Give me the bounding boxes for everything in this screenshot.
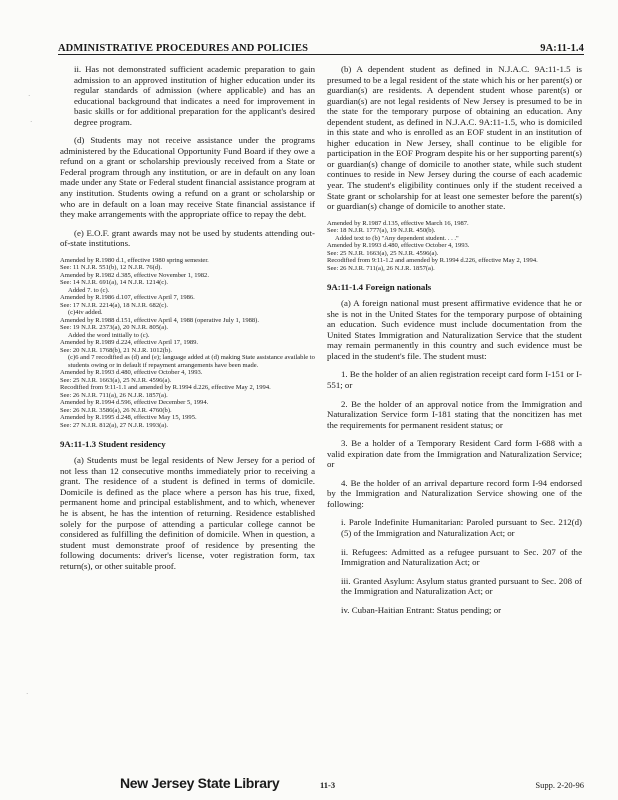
history-line: Amended by R.1987 d.135, effective March 16, 1987. (327, 219, 469, 227)
page-footer (60, 775, 584, 791)
scan-mark: · (28, 92, 31, 100)
history-line: See: 26 N.J.R. 3586(a), 26 N.J.R. 4760(b). (60, 406, 172, 414)
history-line: See: 17 N.J.R. 2214(a), 18 N.J.R. 682(c). (60, 301, 169, 309)
scan-mark: · (30, 118, 33, 126)
history-line: Amended by R.1980 d.1, effective 1980 spring semester. (60, 256, 209, 264)
history-line: Added text to (b) "Any dependent student. . . ." (335, 234, 459, 242)
page-number: 11-3 (320, 780, 336, 790)
history-line: See: 18 N.J.R. 1777(a), 19 N.J.R. 450(b). (327, 227, 436, 235)
left-column (60, 64, 315, 579)
history-line: Amended by R.1993 d.480, effective October 4, 1993. (60, 369, 203, 377)
list-item: 1. Be the holder of an alien registration receipt card form I-151 or I-551; or (327, 369, 582, 390)
history-line: (c)4iv added. (68, 309, 103, 317)
history-line: Amended by R.1982 d.385, effective November 1, 1982. (60, 271, 209, 279)
history-line: Amended by R.1994 d.596, effective December 5, 1994. (60, 399, 209, 407)
section-heading-foreign-nationals: 9A:11-1.4 Foreign nationals (327, 282, 432, 293)
history-notes-1-2 (60, 257, 315, 430)
scan-mark: · (26, 690, 29, 698)
list-item: 3. Be a holder of a Temporary Resident Card form I-688 with a valid expiration date from the Immigration and Naturalization Service; or (327, 438, 582, 470)
header-title: ADMINISTRATIVE PROCEDURES AND POLICIES (58, 43, 309, 54)
history-line: Added the word initially to (c). (68, 331, 150, 339)
paragraph-d: (d) Students may not receive assistance under the programs administered by the Educational Opportunity Fund Board if they owe a refund on a grant or scholarship previously received from a State or Federal program through any institution, or are in default on any loan made under any State or Federal student financial assistance program at any institution. Students owing a refund on a grant or scholarship or who are in default on a loan may receive State financial assistance if they make arrangements with the appropriate office to repay the debt. (60, 135, 315, 220)
history-line: Recodified from 9:11-1.1 and amended by R.1994 d.226, effective May 2, 1994. (60, 384, 271, 392)
sub-list-item: i. Parole Indefinite Humanitarian: Paroled pursuant to Sec. 212(d)(5) of the Immigration and Naturalization Act; or (341, 517, 582, 538)
sub-list-item: ii. Refugees: Admitted as a refugee pursuant to Sec. 207 of the Immigration and Naturalization Act; or (341, 546, 582, 568)
list-item: 2. Be the holder of an approval notice from the Immigration and Naturalization Service form I-181 stating that the noncitizen has met the requirements for permanent resident status; or (327, 398, 582, 430)
history-line: Amended by R.1988 d.151, effective April 4, 1988 (operative July 1, 1988). (60, 316, 259, 324)
history-line: See: 11 N.J.R. 551(b), 12 N.J.R. 76(d). (60, 264, 162, 272)
history-line: See: 19 N.J.R. 2373(a), 20 N.J.R. 805(a). (60, 324, 169, 332)
sub-list-item: iii. Granted Asylum: Asylum status granted pursuant to Sec. 208 of the Immigration and Naturalization Act; or (341, 575, 582, 597)
paragraph-e: (e) E.O.F. grant awards may not be used by students attending out-of-state institutions. (60, 227, 315, 249)
history-line: Amended by R.1986 d.107, effective April 7, 1986. (60, 294, 195, 302)
library-stamp: New Jersey State Library (120, 775, 280, 791)
paragraph-residency-a: (a) Students must be legal residents of New Jersey for a period of not less than 12 consecutive months immediately prior to receiving a grant. The residence of a student is defined in terms of domicile. Domicile is defined as the place where a person has his true, fixed, permanent home and principal establishment, and to which, whenever he is absent, he has the intention of returning. Residence established solely for the purpose of attending a particular college cannot be considered as fulfilling the definition of domicile. When in question, a student must demonstrate proof of residence by presenting the following documents: driver's license, voter registration form, tax return(s), or other suitable proof. (60, 455, 315, 571)
right-column (327, 64, 582, 623)
history-line: Added 7. to (c). (68, 286, 110, 294)
history-line: See: 27 N.J.R. 812(a), 27 N.J.R. 1993(a). (60, 421, 169, 429)
history-line: See: 25 N.J.R. 1663(a), 25 N.J.R. 4596(a). (327, 249, 439, 257)
supplement-date: Supp. 2-20-96 (535, 780, 584, 790)
history-line: Amended by R.1995 d.248, effective May 15, 1995. (60, 414, 197, 422)
paragraph-c-ii: ii. Has not demonstrated sufficient academic preparation to gain admission to an approved institution of higher education under its regular standards of admission (where applicable) and has an educational background that indicates a need for improvement in basic skills or for additional preparation for the applicant's desired degree program. (74, 64, 315, 127)
sub-list-item: iv. Cuban-Haitian Entrant: Status pending; or (341, 604, 502, 615)
history-line: See: 25 N.J.R. 1663(a), 25 N.J.R. 4596(a). (60, 376, 172, 384)
paragraph-foreign-a: (a) A foreign national must present affirmative evidence that he or she is not in the United States for the temporary purpose of obtaining an education. Such evidence must include documentation from the United States Immigration and Naturalization Service that the student may remain permanently in this country and such evidence must be placed in the student's file. The student must: (327, 298, 582, 361)
header-section-number: 9A:11-1.4 (540, 43, 584, 54)
history-line: Recodified from 9:11-1.2 and amended by R.1994 d.226, effective May 2, 1994. (327, 257, 538, 265)
paragraph-residency-b: (b) A dependent student as defined in N.J.A.C. 9A:11-1.5 is presumed to be a legal resident of the state which his or her parent(s) or guardian(s) are residents. A dependent student whose parent(s) or guardian(s) are not legal residents of New Jersey is presumed to be in the state for the temporary purpose of obtaining an education. Any dependent student, as defined in N.J.A.C. 9A:11-1.5, who is domiciled in this state and who is enrolled as an EOF student in an institution of higher education in New Jersey, shall continue to be eligible for participation in the EOF Program despite his or her supporting parent(s) or guardian(s) change of domicile to another state, while such student continues to reside in New Jersey during the course of each academic year. The student's eligibility continues only if the student received a State grant or scholarship for at least one semester before the parent(s) or guardian(s) change of domicile to another state. (327, 64, 582, 212)
history-notes-1-3 (327, 220, 582, 273)
list-item: 4. Be the holder of an arrival departure record form I-94 endorsed by the Immigration and Naturalization Service showing one of the following: (327, 477, 582, 509)
history-line: See: 26 N.J.R. 711(a), 26 N.J.R. 1857(a). (327, 264, 435, 272)
history-line: See: 14 N.J.R. 691(a), 14 N.J.R. 1214(c). (60, 279, 169, 287)
running-header (58, 38, 584, 55)
history-line: Amended by R.1989 d.224, effective April 17, 1989. (60, 339, 199, 347)
section-heading-student-residency: 9A:11-1.3 Student residency (60, 439, 166, 450)
history-line: See: 26 N.J.R. 711(a), 26 N.J.R. 1857(a). (60, 391, 168, 399)
history-line: Amended by R.1993 d.480, effective October 4, 1993. (327, 242, 470, 250)
history-line: (c)6 and 7 recodified as (d) and (e); language added at (d) making State assistance available to students owing or in default if repayment arrangements have been made. (68, 354, 315, 369)
history-line: See: 20 N.J.R. 1768(b), 21 N.J.R. 1012(b). (60, 346, 173, 354)
